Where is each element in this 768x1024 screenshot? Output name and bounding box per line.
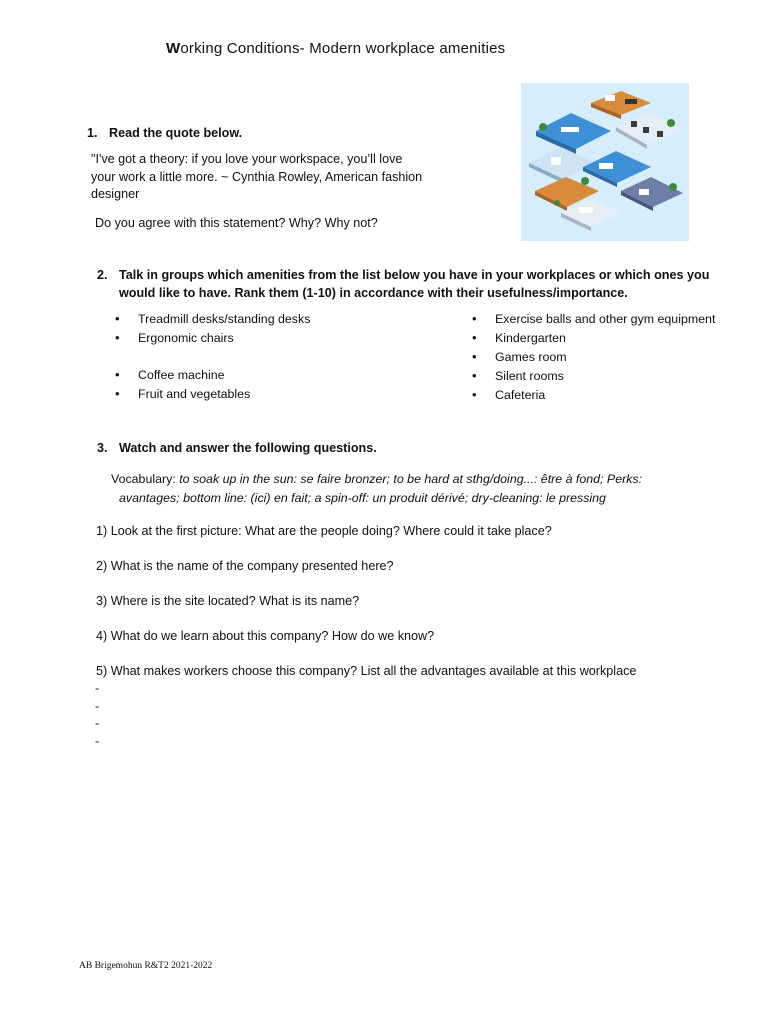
section-3-number: 3.	[97, 441, 108, 455]
section-3-title: Watch and answer the following questions.	[119, 441, 377, 455]
quote-line: "I've got a theory: if you love your workspace, you’ll love	[91, 152, 403, 166]
quote-line: designer	[91, 187, 140, 201]
answer-dash: -	[95, 734, 100, 748]
list-item: • Cafeteria	[472, 387, 546, 402]
section-2-title: would like to have. Rank them (1-10) in accordance with their usefulness/importance.	[119, 286, 628, 300]
section-1-heading	[87, 124, 242, 142]
question-5: 5) What makes workers choose this company? List all the advantages available at this workplace	[96, 664, 637, 678]
bullet-icon: •	[472, 330, 477, 345]
bullet-icon: •	[472, 311, 477, 326]
answer-dash: -	[95, 716, 100, 730]
bullet-icon: •	[472, 349, 477, 364]
question-3: 3) Where is the site located? What is its name?	[96, 594, 360, 608]
section-1-title: Read the quote below.	[109, 126, 243, 140]
question-2: 2) What is the name of the company presented here?	[96, 559, 394, 573]
vocabulary-block	[111, 470, 701, 508]
office-illustration	[521, 83, 689, 241]
list-item: • Games room	[472, 349, 567, 364]
vocabulary-label: Vocabulary:	[111, 472, 176, 486]
answer-dash: -	[95, 681, 100, 695]
bullet-icon: •	[115, 330, 120, 345]
list-item: • Coffee machine	[115, 367, 225, 382]
quote-block	[91, 151, 451, 204]
vocabulary-text: to soak up in the sun: se faire bronzer; to be hard at sthg/doing...: être à fond; Perks:	[175, 472, 643, 486]
title-initial: W	[166, 40, 181, 57]
section-3-heading	[97, 439, 377, 457]
isometric-office-image	[521, 83, 689, 241]
list-item: • Silent rooms	[472, 368, 564, 383]
section-2-number: 2.	[97, 268, 108, 282]
agree-question: Do you agree with this statement? Why? Why not?	[95, 216, 378, 230]
bullet-icon: •	[115, 367, 120, 382]
bullet-icon: •	[472, 387, 477, 402]
vocabulary-text: avantages; bottom line: (ici) en fait; a spin-off: un produit dérivé; dry-cleaning: le pressing	[119, 491, 606, 505]
list-item: • Exercise balls and other gym equipment	[472, 311, 716, 326]
section-2-title: Talk in groups which amenities from the list below you have in your workplaces or which ones you	[119, 268, 710, 282]
list-item: • Kindergarten	[472, 330, 566, 345]
list-item: • Fruit and vegetables	[115, 386, 251, 401]
bullet-icon: •	[115, 311, 120, 326]
page-title	[166, 40, 505, 57]
question-4: 4) What do we learn about this company? How do we know?	[96, 629, 435, 643]
title-text: orking Conditions- Modern workplace amenities	[180, 40, 506, 57]
bullet-icon: •	[115, 386, 120, 401]
section-2-heading	[97, 266, 737, 302]
quote-line: your work a little more. ~ Cynthia Rowley, American fashion	[91, 169, 423, 184]
answer-dash: -	[95, 699, 100, 713]
section-1-number: 1.	[87, 126, 98, 140]
list-item: • Ergonomic chairs	[115, 330, 234, 345]
footer-credit: AB Brigemohun R&T2 2021-2022	[79, 961, 213, 971]
question-1: 1) Look at the first picture: What are the people doing? Where could it take place?	[96, 524, 552, 538]
list-item: • Treadmill desks/standing desks	[115, 311, 311, 326]
bullet-icon: •	[472, 368, 477, 383]
